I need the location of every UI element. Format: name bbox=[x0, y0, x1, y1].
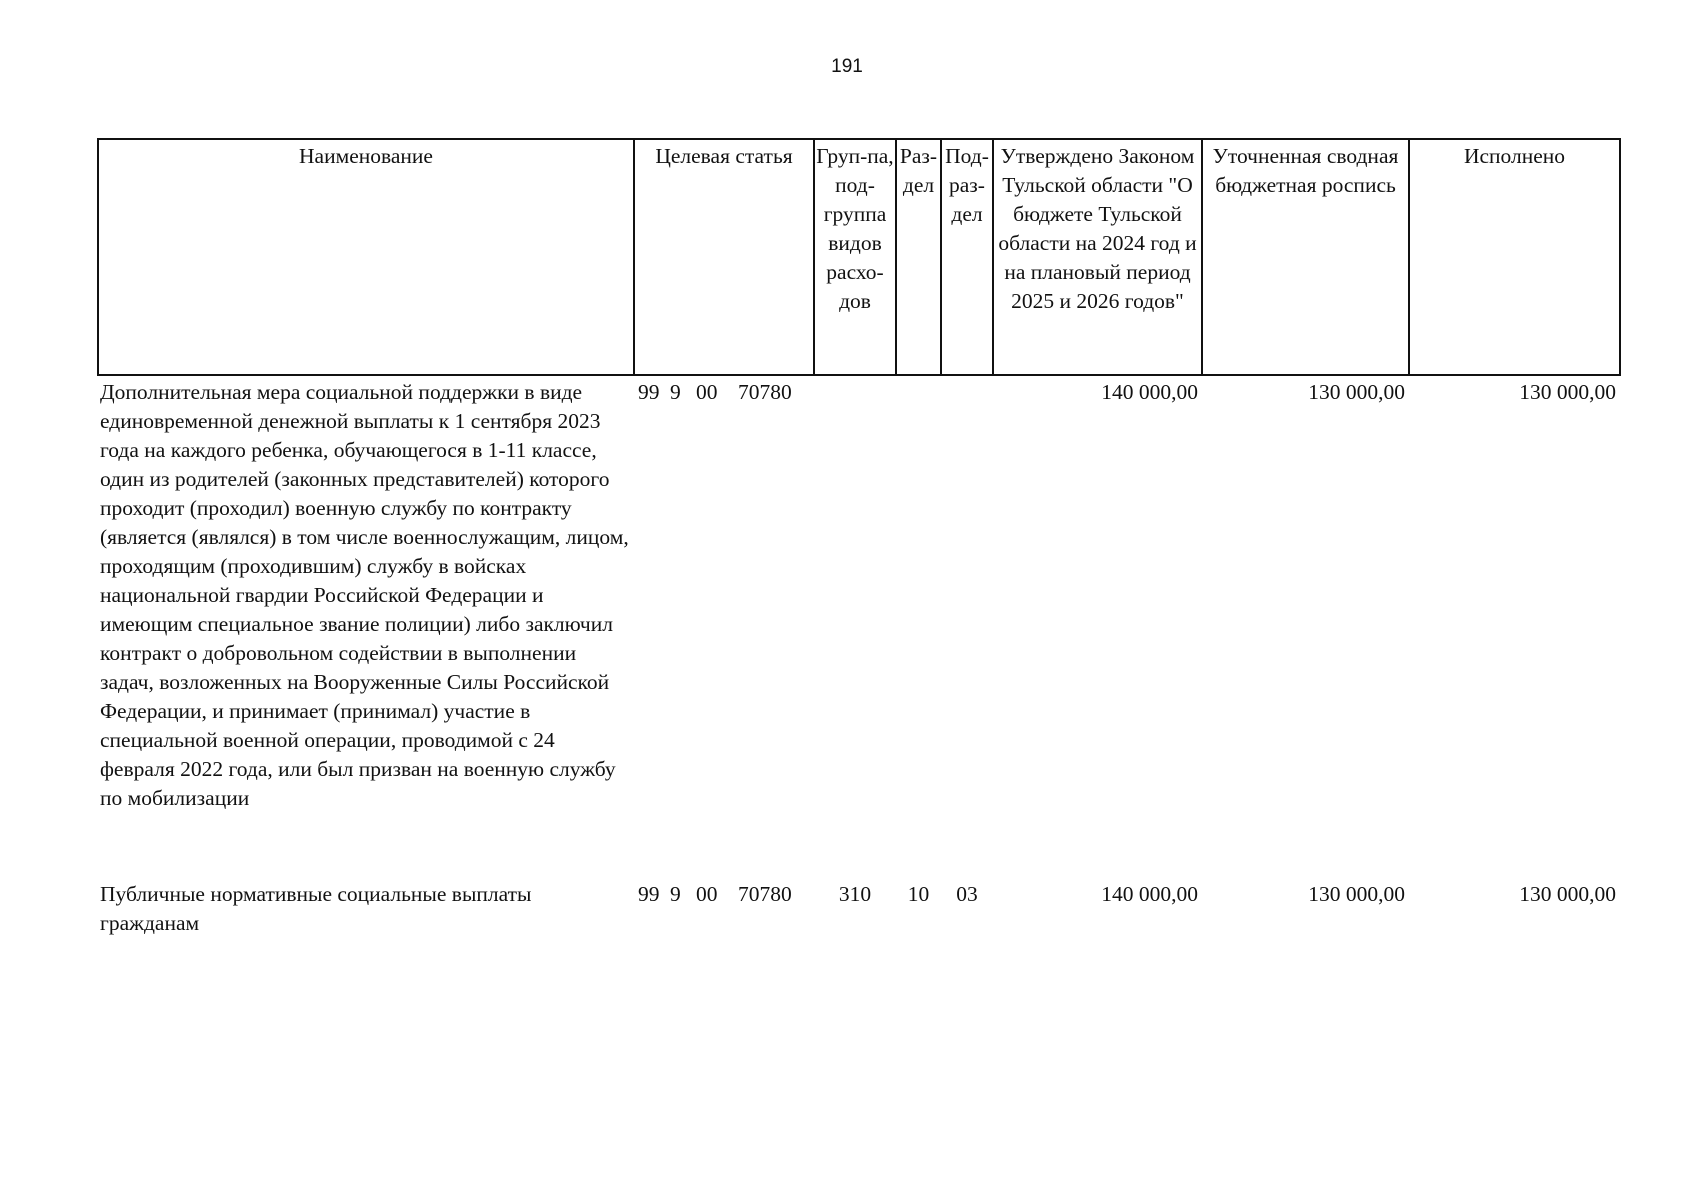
row-refined: 130 000,00 bbox=[1308, 882, 1405, 906]
header-executed: Исполнено bbox=[1409, 139, 1620, 375]
table-header-row bbox=[98, 139, 1620, 375]
row-target-article bbox=[634, 375, 814, 878]
target-direction: 70780 bbox=[738, 380, 792, 404]
header-approved: Утверждено Законом Тульской области "О бюджете Тульской области на 2024 год и на плановый период 2025 и 2026 годов" bbox=[993, 139, 1202, 375]
header-refined: Уточненная сводная бюджетная роспись bbox=[1202, 139, 1409, 375]
header-section: Раз-дел bbox=[896, 139, 941, 375]
row-approved: 140 000,00 bbox=[1101, 380, 1198, 404]
target-subprogram: 9 bbox=[670, 380, 681, 404]
target-direction: 70780 bbox=[738, 882, 792, 906]
row-section bbox=[896, 375, 941, 878]
target-program: 99 bbox=[638, 380, 660, 404]
page-number: 191 bbox=[831, 56, 863, 77]
row-name: Дополнительная мера социальной поддержки в виде единовременной денежной выплаты к 1 сентября 2023 года на каждого ребенка, обучающегося в 1-11 классе, один из родителей (законных представителей) которого проходит (проходил) военную службу по контракту (является (являлся) в том числе военнослужащим, лицом, проходящим (проходившим) службу в войсках национальной гвардии Российской Федерации и имеющим специальное звание полиции) либо заключил контракт о добровольном содействии в выполнении задач, возложенных на Вооруженные Силы Российской Федерации, и принимает (принимал) участие в специальной военной операции, проводимой с 24 февраля 2022 года, или был призван на военную службу по мобилизации bbox=[100, 380, 629, 810]
row-target-article bbox=[634, 878, 814, 938]
row-executed: 130 000,00 bbox=[1519, 882, 1616, 906]
table-row bbox=[98, 375, 1620, 878]
target-measure: 00 bbox=[696, 882, 718, 906]
table-row bbox=[98, 878, 1620, 938]
budget-table bbox=[97, 138, 1621, 938]
header-target-article: Целевая статья bbox=[634, 139, 814, 375]
header-subsection: Под-раз-дел bbox=[941, 139, 993, 375]
row-name: Публичные нормативные социальные выплаты гражданам bbox=[100, 882, 532, 935]
target-measure: 00 bbox=[696, 380, 718, 404]
row-expense-group: 310 bbox=[838, 882, 872, 906]
target-program: 99 bbox=[638, 882, 660, 906]
row-expense-group bbox=[814, 375, 896, 878]
header-name: Наименование bbox=[98, 139, 634, 375]
row-approved: 140 000,00 bbox=[1101, 882, 1198, 906]
row-executed: 130 000,00 bbox=[1519, 380, 1616, 404]
header-expense-group: Груп-па, под-группа видов расхо-дов bbox=[814, 139, 896, 375]
row-subsection bbox=[941, 375, 993, 878]
row-refined: 130 000,00 bbox=[1308, 380, 1405, 404]
target-subprogram: 9 bbox=[670, 882, 681, 906]
row-subsection: 03 bbox=[956, 882, 978, 906]
row-section: 10 bbox=[907, 882, 930, 906]
